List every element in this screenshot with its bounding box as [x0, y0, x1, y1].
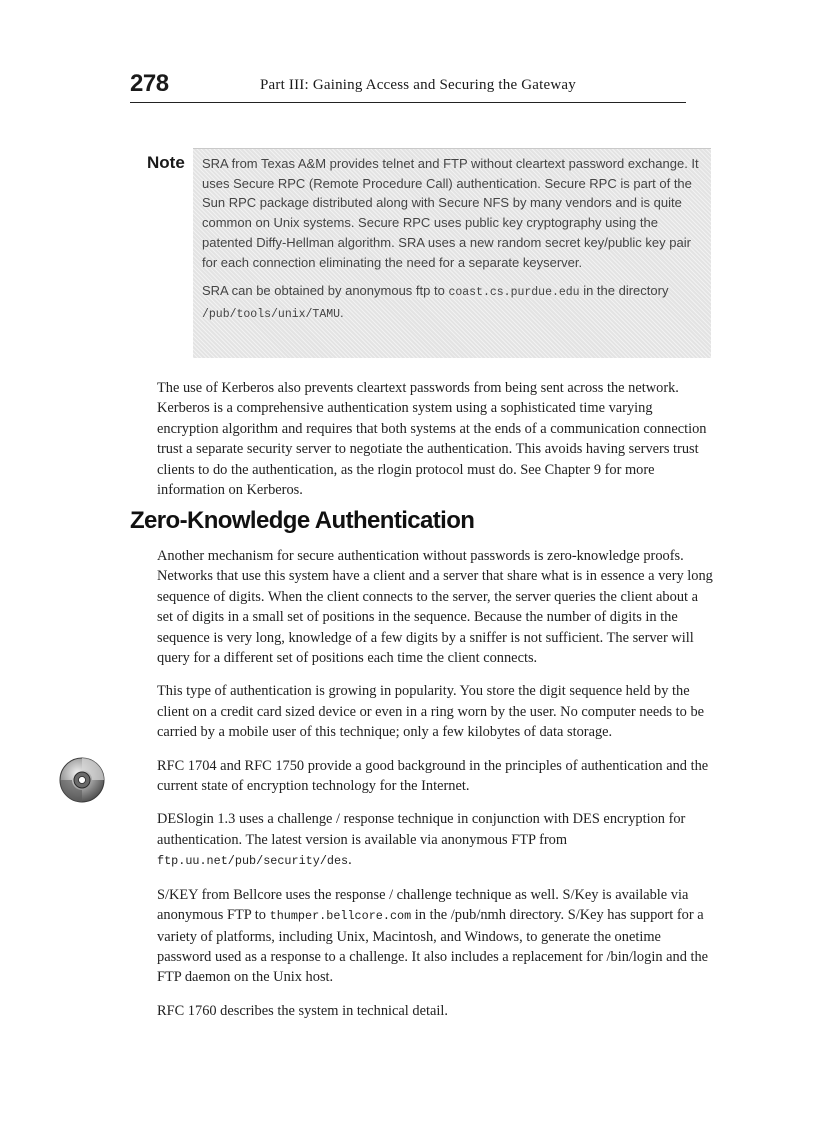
note-paragraph: SRA from Texas A&M provides telnet and FTP without cleartext password exchange. It uses Secure RPC (Remote Procedure Call) authentication. Secure RPC is part of the Sun RPC package distributed along with Secure NFS by many vendors and is quite common on Unix systems. Secure RPC uses public key cryptography using the patented Diffy-Hellman algorithm. SRA uses a new random secret key/public key pair for each connection eliminating the need for a separate keyserver.: [202, 156, 699, 270]
kerberos-section: [157, 378, 713, 513]
running-title: Part III: Gaining Access and Securing the Gateway: [260, 77, 576, 93]
section-heading: Zero-Knowledge Authentication: [130, 507, 475, 534]
note-label: Note: [147, 153, 185, 172]
running-header: [130, 68, 686, 103]
note-box: [193, 148, 711, 358]
paragraph: This type of authentication is growing in popularity. You store the digit sequence held by the client on a credit card sized device or even in a ring worn by the user. No computer needs to be carried by a mobile user of this technique; only a few kilobytes of data storage.: [157, 683, 705, 741]
cd-rom-icon: [58, 756, 106, 804]
ftp-host: ftp.uu.net/pub/security/des: [157, 854, 349, 869]
paragraph: S/KEY from Bellcore uses the response / challenge technique as well. S/Key is available via anonymous FTP to thumper.bellcore.com in the /pub/nmh directory. S/Key has support for a variety of platforms, including Unix, Macintosh, and Windows, to generate the onetime password used as a response to a challenge. It also includes a replacement for /bin/login and the FTP daemon on the Unix host.: [157, 886, 709, 986]
kerberos-paragraph: The use of Kerberos also prevents cleartext passwords from being sent across the network. Kerberos is a comprehensive authentication system using a sophisticated time varying encryption algorithm and requires that both systems at the ends of a communication connection trust a separate security server to negotiate the authentication. This avoids having servers trust clients to do the authentication, as the rlogin protocol must do. See Chapter 9 for more information on Kerberos.: [157, 380, 707, 499]
paragraph: RFC 1760 describes the system in technical detail.: [157, 1002, 448, 1019]
page-number: 278: [130, 70, 169, 97]
paragraph: Another mechanism for secure authentication without passwords is zero-knowledge proofs. Networks that use this system have a client and a server that share what is in essence a very long sequence of digits. When the client connects to the server, the server queries the client about a set of digits in a small set of positions in the sequence. Because the number of digits in the sequence is very long, knowledge of a few digits by a sniffer is not sufficient. The server will query for a different set of positions each time the client connects.: [157, 548, 713, 667]
ftp-host: coast.cs.purdue.edu: [448, 286, 580, 300]
paragraph: RFC 1704 and RFC 1750 provide a good background in the principles of authentication and the current state of encryption technology for the Internet.: [157, 757, 709, 795]
note-paragraph-2: SRA can be obtained by anonymous ftp to coast.cs.purdue.edu in the directory /pub/tools/unix/TAMU.: [202, 283, 669, 321]
ftp-host: thumper.bellcore.com: [269, 909, 412, 924]
section-body: [157, 546, 713, 1034]
paragraph: DESlogin 1.3 uses a challenge / response technique in conjunction with DES encryption for authentication. The latest version is available via anonymous FTP from ftp.uu.net/pub/security/des.: [157, 811, 686, 869]
ftp-path: /pub/tools/unix/TAMU: [202, 307, 341, 321]
